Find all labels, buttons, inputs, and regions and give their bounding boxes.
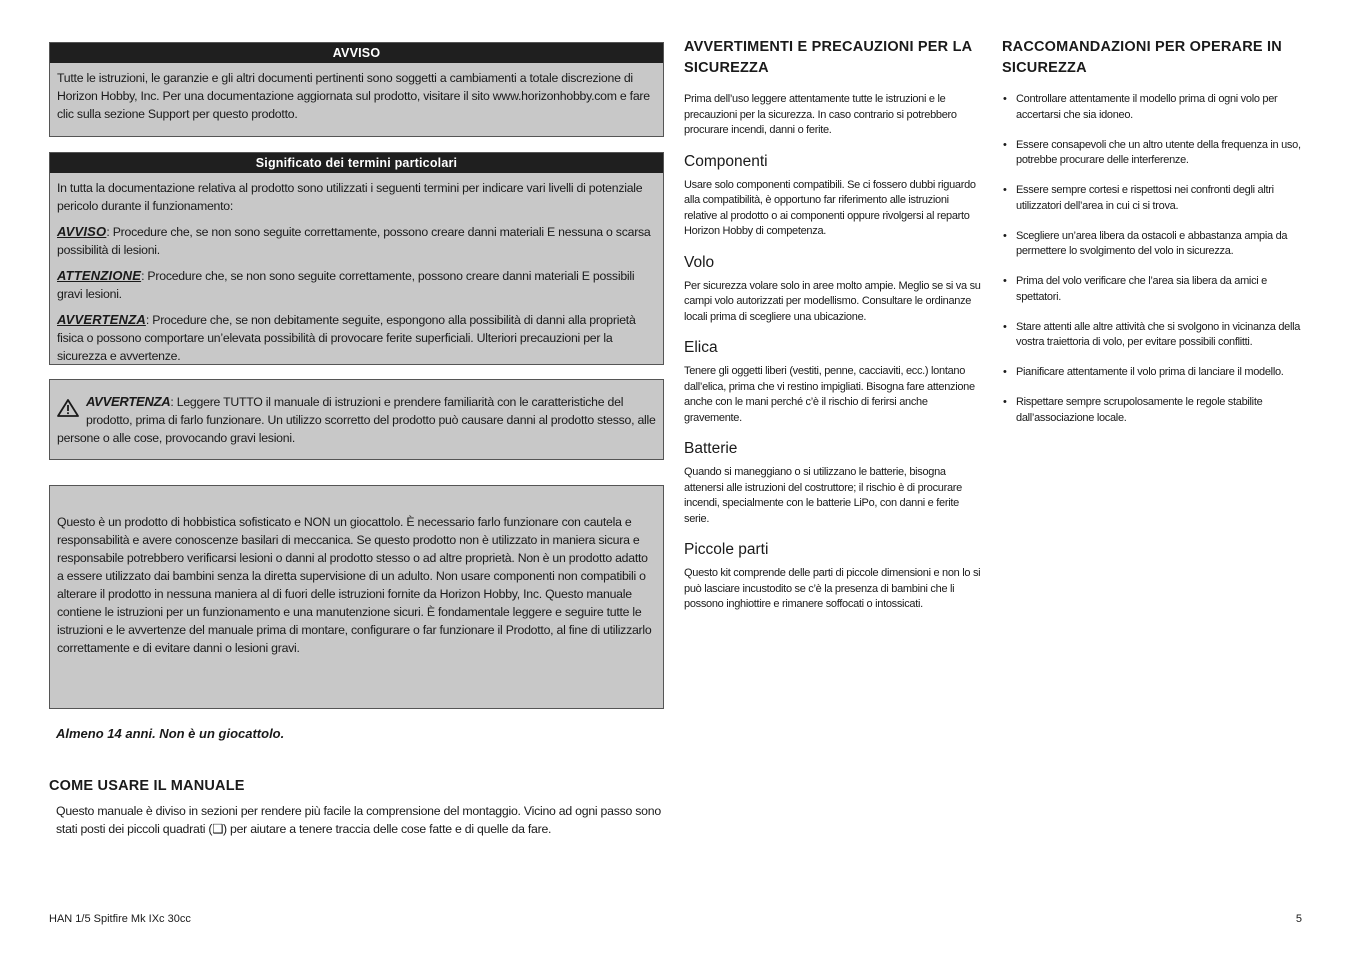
term-label: AVVISO [57,224,107,239]
safety-heading-piccole-parti: Piccole parti [684,541,769,558]
list-item: • Essere consapevoli che un altro utente della frequenza in uso, potrebbe procurare delle interferenze. [1002,138,1307,169]
list-item: • Rispettare sempre scrupolosamente le regole stabilite dall’associazione locale. [1002,395,1307,426]
safety-heading-volo: Volo [684,253,715,271]
recommendations-list [1002,92,1307,426]
recommendations-column [1002,37,1307,441]
term-label: AVVERTENZA [57,312,146,327]
warning-text [57,393,656,447]
terms-box-heading: Significato dei termini particolari [50,153,663,173]
recommendations-title: RACCOMANDAZIONI PER OPERARE IN SICUREZZA [1002,39,1282,76]
terms-intro: In tutta la documentazione relativa al prodotto sono utilizzati i seguenti termini per indicare vari livelli di potenziale pericolo durante il funzionamento: [57,181,643,213]
term-text: : Procedure che, se non debitamente seguite, espongono alla possibilità di danni alla proprietà fisica o possono comportare un’elevata possibilità di provocare ferite superficiali. Ulteriori precauzioni per la sicurezza e avvertenze. [57,313,636,363]
list-item: • Controllare attentamente il modello prima di ogni volo per accertarsi che sia idoneo. [1002,92,1307,123]
notice-box-text: Tutte le istruzioni, le garanzie e gli altri documenti pertinenti sono soggetti a cambiamenti a totale discrezione di Horizon Hobby, Inc. Per una documentazione aggiornata sul prodotto, visitare il sito www.horizonhobby.com e fare clic sulla sezione Support per questo prodotto. [57,71,650,121]
safety-heading-elica: Elica [684,339,718,356]
safety-intro: Prima dell’uso leggere attentamente tutte le istruzioni e le precauzioni per la sicurezza. In caso contrario si potrebbero procurare incendi, danni o ferite. [684,93,957,136]
warning-triangle-icon [57,399,79,417]
safety-text-piccole-parti: Questo kit comprende delle parti di piccole dimensioni e non lo si può lasciare incustodito se c’è la presenza di bambini che li possono inghiottire e rimanere soffocati o intossicati. [684,567,981,610]
notice-box [49,42,664,137]
warning-body: : Leggere TUTTO il manuale di istruzioni e prendere familiarità con le caratteristiche del prodotto, prima di farlo funzionare. Un utilizzo scorretto del prodotto può causare danni al prodotto stesso, alle persone o alle cose, provocando gravi lesioni. [57,395,656,445]
list-item: • Essere sempre cortesi e rispettosi nei confronti degli altri utilizzatori dell’area in cui ci si trova. [1002,183,1307,214]
safety-column [684,37,982,613]
terms-box [49,152,664,365]
safety-text-elica: Tenere gli oggetti liberi (vestiti, penne, cacciaviti, ecc.) lontano dall’elica, prima che vi restino impigliati. Bisogna fare attenzione anche con le mani perché c’è il rischio di ferirsi anche gravemente. [684,365,975,424]
term-label: ATTENZIONE [57,268,142,283]
safety-text-componenti: Usare solo componenti compatibili. Se ci fossero dubbi riguardo alla compatibilità, è opportuno far riferimento alle istruzioni relative al prodotto o ai componenti oppure rivolgersi al reparto Horizon Hobby di competenza. [684,178,976,237]
age-notice: Almeno 14 anni. Non è un giocattolo. [56,726,285,741]
term-text: : Procedure che, se non sono seguite correttamente, possono creare danni materiali E possibili gravi lesioni. [57,269,635,301]
term-avvertenza [57,311,656,365]
list-item: • Scegliere un’area libera da ostacoli e abbastanza ampia da permettere lo svolgimento del volo in sicurezza. [1002,229,1307,260]
list-item: • Prima del volo verificare che l’area sia libera da amici e spettatori. [1002,274,1307,305]
page-number: 5 [1295,913,1302,925]
term-text: : Procedure che, se non sono seguite correttamente, possono creare danni materiali E nessuna o scarsa possibilità di lesioni. [57,225,651,257]
safety-heading-batterie: Batterie [684,440,738,457]
notice-box-heading: AVVISO [50,43,663,63]
list-item: • Pianificare attentamente il volo prima di lanciare il modello. [1002,365,1307,381]
safety-title: AVVERTIMENTI E PRECAUZIONI PER LA SICUREZZA [684,39,972,76]
term-attenzione [57,267,656,303]
safety-heading-componenti: Componenti [684,152,768,170]
safety-text-volo: Per sicurezza volare solo in aree molto ampie. Meglio se si va su campi volo autorizzati per modellismo. Consultare le ordinanze locali prima di scegliere una ubicazione. [684,279,981,323]
footer-product-name: HAN 1/5 Spitfire Mk IXc 30cc [49,913,191,925]
safety-text-batterie: Quando si maneggiano o si utilizzano le batterie, bisogna attenersi alle istruzioni del costruttore; il rischio è di procurare incendi, specialmente con le batterie LiPo, con danni e ferite serie. [684,466,962,525]
manual-section-text: Questo manuale è diviso in sezioni per rendere più facile la comprensione del montaggio. Vicino ad ogni passo sono stati posti dei piccoli quadrati (❑) per aiutare a tenere traccia delle cose fatte e di quelle da fare. [56,804,661,836]
list-item: • Stare attenti alle altre attività che si svolgono in vicinanza della vostra traiettoria di volo, per evitare possibili conflitti. [1002,320,1307,351]
warning-title: AVVERTENZA [86,394,171,409]
manual-section-title: COME USARE IL MANUALE [49,778,245,794]
warning-box [49,379,664,460]
term-avviso [57,223,656,259]
product-notice-text: Questo è un prodotto di hobbistica sofisticato e NON un giocattolo. È necessario farlo funzionare con cautela e responsabilità e avere conoscenze basilari di meccanica. Se questo prodotto non è utilizzato in maniera sicura e responsabile potrebbero verificarsi lesioni o danni al prodotto stesso o ad altre proprietà. Non è un prodotto adatto a essere utilizzato dai bambini senza la diretta supervisione di un adulto. Non usare componenti non compatibili o alterare il prodotto in nessuna maniera al di fuori delle istruzioni fornite da Horizon Hobby, Inc. Questo manuale contiene le istruzioni per un funzionamento e una manutenzione sicuri. È fondamentale leggere e seguire tutte le istruzioni e le avvertenze del manuale prima di montare, configurare o far funzionare il Prodotto, al fine di utilizzarlo correttamente e di evitare danni o lesioni gravi. [57,515,652,655]
product-notice-box [49,485,664,709]
